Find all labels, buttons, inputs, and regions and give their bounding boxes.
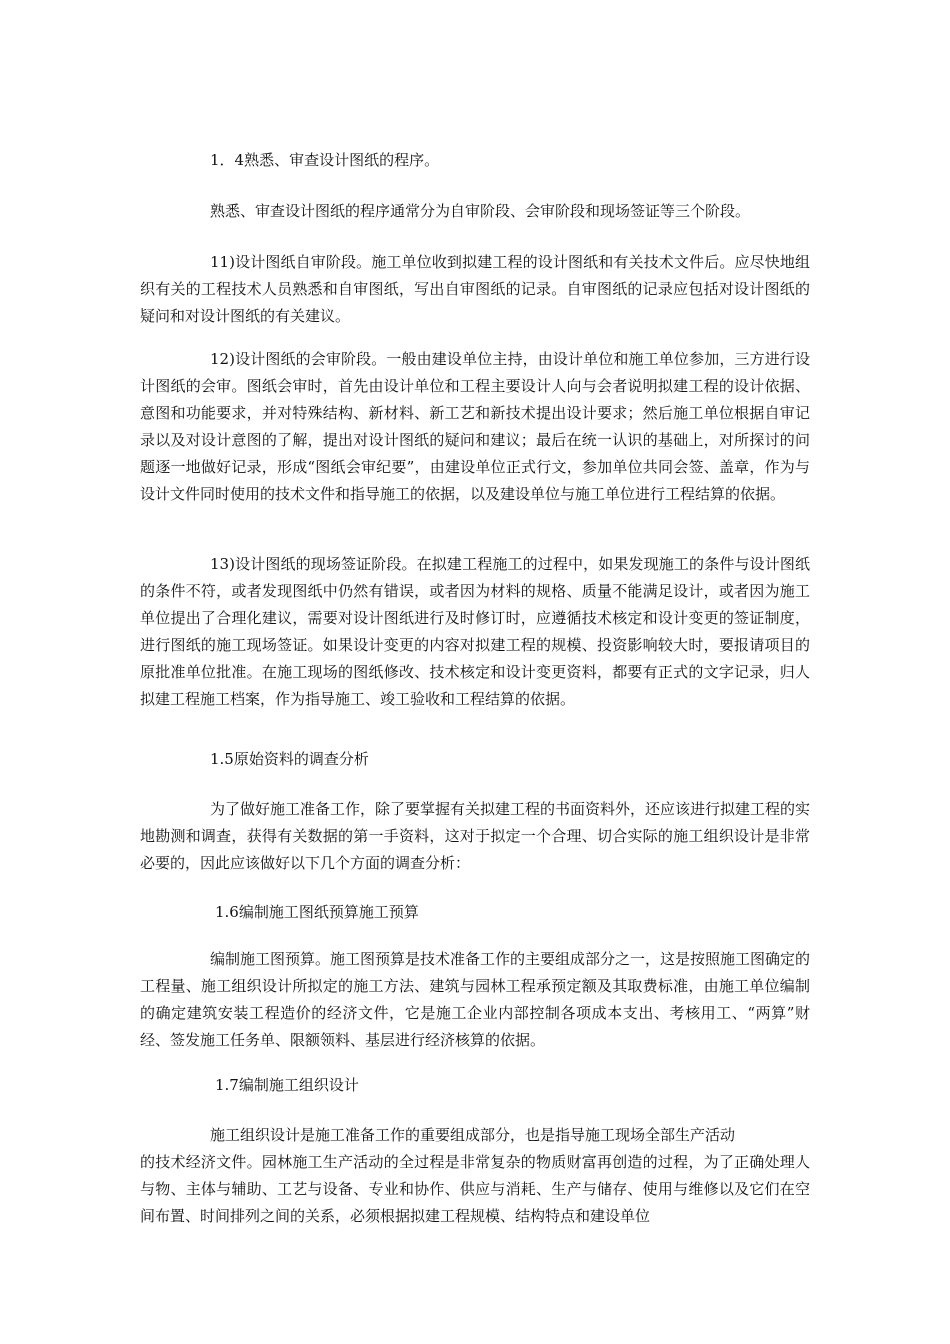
paragraph-org-design: 的技术经济文件。园林施工生产活动的全过程是非常复杂的物质财富再创造的过程，为了正确处理人与物、主体与辅助、工艺与设备、专业和协作、供应与消耗、生产与储存、使用与维修以及它们在空间布置、时间排列之间的关系，必须根据拟建工程规模、结构特点和建设单位 — [140, 1153, 810, 1225]
paragraph-site-survey: 为了做好施工准备工作，除了要掌握有关拟建工程的书面资料外，还应该进行拟建工程的实地勘测和调查，获得有关数据的第一手资料，这对于拟定一个合理、切合实际的施工组织设计是非常必要的，因此应该做好以下几个方面的调查分析： — [140, 800, 811, 872]
paragraph-org-design-first-line: 施工组织设计是施工准备工作的重要组成部分，也是指导施工现场全部生产活动 — [210, 1126, 736, 1144]
paragraph-joint-review: 12)设计图纸的会审阶段。一般由建设单位主持，由设计单位和施工单位参加，三方进行设计图纸的会审。图纸会审时，首先由设计单位和工程主要设计人向与会者说明拟建工程的设计依据、意图和功能要求，并对特殊结构、新材料、新工艺和新技术提出设计要求；然后施工单位根据自审记录以及对设计意图的了解，提出对设计图纸的疑问和建议；最后在统一认识的基础上，对所探讨的问题逐一地做好记录，形成“图纸会审纪要”，由建设单位正式行文，参加单位共同会签、盖章，作为与设计文件同时使用的技术文件和指导施工的依据，以及建设单位与施工单位进行工程结算的依据。 — [140, 350, 810, 503]
paragraph-site-visa: 13)设计图纸的现场签证阶段。在拟建工程施工的过程中，如果发现施工的条件与设计图纸的条件不符，或者发现图纸中仍然有错误，或者因为材料的规格、质量不能满足设计，或者因为施工单位提出了合理化建议，需要对设计图纸进行及时修订时，应遵循技术核定和设计变更的签证制度，进行图纸的施工现场签证。如果设计变更的内容对拟建工程的规模、投资影响较大时，要报请项目的原批准单位批准。在施工现场的图纸修改、技术核定和设计变更资料，都要有正式的文字记录，归人拟建工程施工档案，作为指导施工、竣工验收和工程结算的依据。 — [140, 555, 810, 708]
paragraph-budget: 编制施工图预算。施工图预算是技术准备工作的主要组成部分之一，这是按照施工图确定的工程量、施工组织设计所拟定的施工方法、建筑与园林工程承预定额及其取费标准，由施工单位编制的确定建筑安装工程造价的经济文件，它是施工企业内部控制各项成本支出、考核用工、“两算”财经、签发施工任务单、限额领料、基层进行经济核算的依据。 — [140, 950, 811, 1049]
section-heading-1-5: 1.5原始资料的调查分析 — [210, 750, 369, 768]
section-heading-1-7: 1.7编制施工组织设计 — [215, 1076, 359, 1094]
section-heading-1-4: 1．4熟悉、审查设计图纸的程序。 — [210, 151, 440, 169]
section-heading-1-6: 1.6编制施工图纸预算施工预算 — [215, 903, 419, 921]
paragraph-self-review: 11)设计图纸自审阶段。施工单位收到拟建工程的设计图纸和有关技术文件后。应尽快地组织有关的工程技术人员熟悉和自审图纸，写出自审图纸的记录。自审图纸的记录应包括对设计图纸的疑问和对设计图纸的有关建议。 — [140, 253, 810, 325]
paragraph-review-stages: 熟悉、审查设计图纸的程序通常分为自审阶段、会审阶段和现场签证等三个阶段。 — [210, 202, 751, 220]
